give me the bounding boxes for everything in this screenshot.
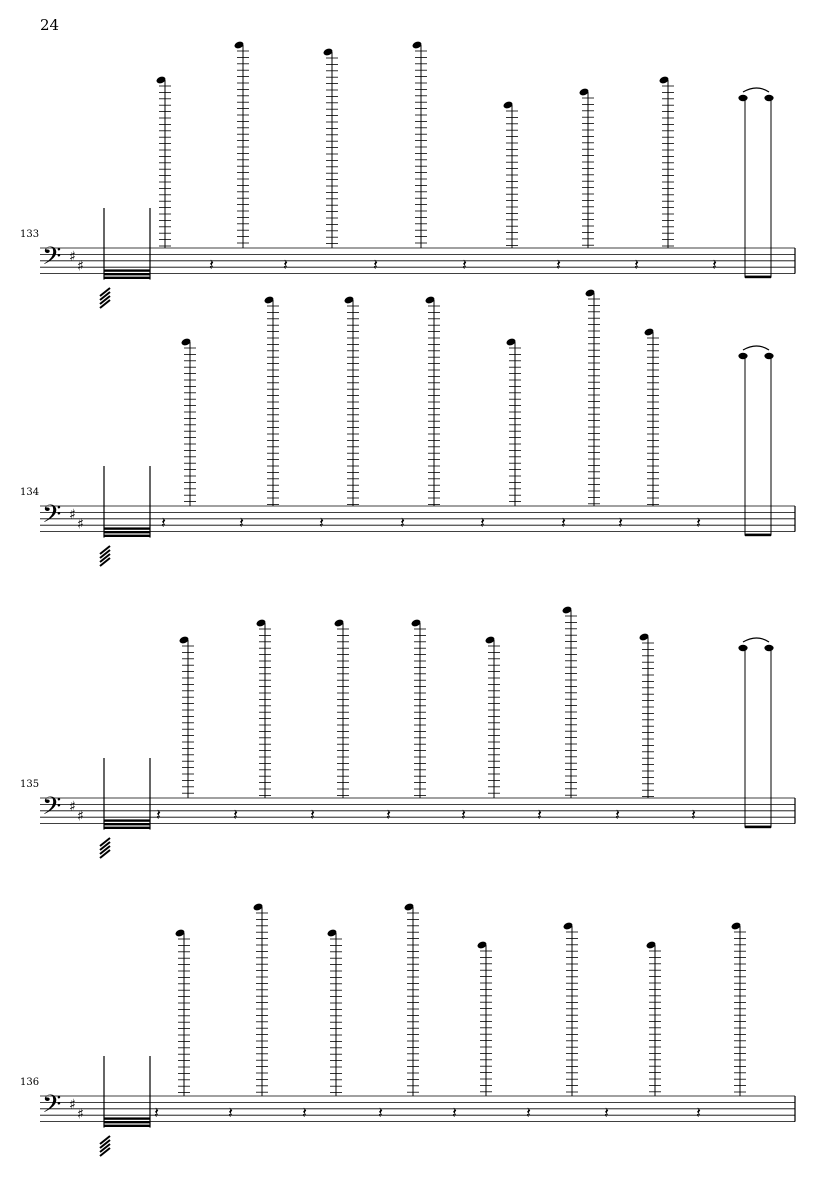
- rest-icon: 𝄽: [209, 254, 214, 274]
- rest-icon: 𝄽: [634, 254, 639, 274]
- sharp-icon: ♯: [77, 1106, 84, 1123]
- notehead: [764, 353, 773, 359]
- rest-icon: 𝄽: [561, 512, 566, 532]
- rest-icon: 𝄽: [615, 804, 620, 824]
- beam: [745, 534, 771, 537]
- notehead: [764, 645, 773, 651]
- measure-number-133: 133: [20, 229, 40, 240]
- sharp-icon: ♯: [69, 1096, 76, 1113]
- rest-icon: 𝄽: [239, 512, 244, 532]
- beam: [104, 1121, 150, 1123]
- rest-icon: 𝄽: [556, 254, 561, 274]
- sharp-icon: ♯: [69, 506, 76, 523]
- sharp-icon: ♯: [69, 798, 76, 815]
- rest-icon: 𝄽: [526, 1102, 531, 1122]
- rest-icon: 𝄽: [618, 512, 623, 532]
- sharp-icon: ♯: [77, 258, 84, 275]
- rest-icon: 𝄽: [480, 512, 485, 532]
- beam: [745, 826, 771, 829]
- sharp-icon: ♯: [77, 516, 84, 533]
- page-number: 24: [40, 16, 60, 34]
- bass-clef-icon: 𝄢: [42, 242, 62, 278]
- bass-clef-icon: 𝄢: [42, 1090, 62, 1126]
- bass-clef-icon: 𝄢: [42, 792, 62, 828]
- rest-icon: 𝄽: [386, 804, 391, 824]
- rest-icon: 𝄽: [373, 254, 378, 274]
- beam: [104, 269, 150, 271]
- rest-icon: 𝄽: [691, 804, 696, 824]
- notehead: [738, 95, 747, 101]
- rest-icon: 𝄽: [154, 1102, 159, 1122]
- rest-icon: 𝄽: [310, 804, 315, 824]
- rest-icon: 𝄽: [156, 804, 161, 824]
- rest-icon: 𝄽: [604, 1102, 609, 1122]
- rest-icon: 𝄽: [400, 512, 405, 532]
- notehead: [738, 645, 747, 651]
- beam: [104, 527, 150, 529]
- sharp-icon: ♯: [69, 248, 76, 265]
- beam: [104, 535, 150, 537]
- rest-icon: 𝄽: [319, 512, 324, 532]
- rest-icon: 𝄽: [302, 1102, 307, 1122]
- beam: [104, 1117, 150, 1119]
- rest-icon: 𝄽: [696, 512, 701, 532]
- beam: [745, 276, 771, 279]
- beam: [104, 819, 150, 821]
- notehead: [764, 95, 773, 101]
- beam: [104, 1125, 150, 1127]
- tie: [743, 346, 769, 350]
- rest-icon: 𝄽: [461, 804, 466, 824]
- bass-clef-icon: 𝄢: [42, 500, 62, 536]
- beam: [104, 273, 150, 275]
- beam: [104, 823, 150, 825]
- rest-icon: 𝄽: [378, 1102, 383, 1122]
- beam: [104, 531, 150, 533]
- rest-icon: 𝄽: [537, 804, 542, 824]
- notehead: [738, 353, 747, 359]
- staff-system-4: [40, 902, 795, 1156]
- measure-number-136: 136: [20, 1077, 40, 1088]
- tie: [743, 638, 769, 642]
- rest-icon: 𝄽: [696, 1102, 701, 1122]
- staff-system-2: [40, 288, 795, 566]
- rest-icon: 𝄽: [712, 254, 717, 274]
- staff-system-3: [40, 605, 795, 858]
- measure-number-134: 134: [20, 487, 40, 498]
- rest-icon: 𝄽: [462, 254, 467, 274]
- rest-icon: 𝄽: [233, 804, 238, 824]
- rest-icon: 𝄽: [228, 1102, 233, 1122]
- sharp-icon: ♯: [77, 808, 84, 825]
- tie: [743, 88, 769, 92]
- rest-icon: 𝄽: [161, 512, 166, 532]
- beam: [104, 277, 150, 279]
- rest-icon: 𝄽: [452, 1102, 457, 1122]
- rest-icon: 𝄽: [283, 254, 288, 274]
- staff-system-1: [40, 40, 795, 308]
- beam: [104, 827, 150, 829]
- measure-number-135: 135: [20, 779, 40, 790]
